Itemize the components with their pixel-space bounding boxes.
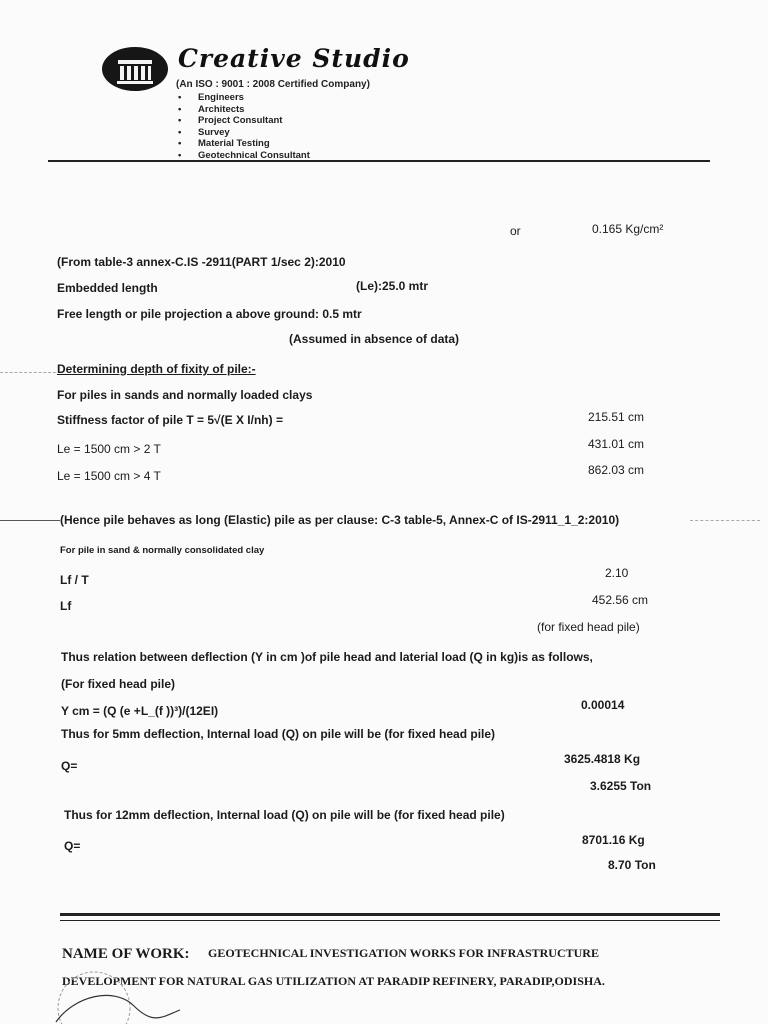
q2-label: Q=: [64, 839, 81, 853]
brand-name: Creative Studio: [178, 44, 410, 73]
q1-kg-value: 3625.4818 Kg: [564, 752, 641, 766]
services-list: [178, 92, 310, 161]
lf-value: 452.56 cm: [592, 593, 649, 607]
footer-divider: [60, 920, 720, 921]
service-item: • Material Testing: [178, 138, 270, 149]
for-piles-line: For piles in sands and normally loaded clays: [57, 388, 313, 402]
footer-divider: [60, 913, 720, 916]
lf-label: Lf: [60, 599, 72, 613]
deflection-formula: Y cm = (Q (e +L_(f ))³)/(12EI): [61, 704, 219, 718]
deflection-5mm-line: Thus for 5mm deflection, Internal load (Q) on pile will be (for fixed head pile): [61, 727, 496, 741]
free-length-line: Free length or pile projection a above ground: 0.5 mtr: [57, 307, 362, 321]
reference-line: (From table-3 annex-C.IS -2911(PART 1/sec 2):2010: [57, 255, 346, 269]
service-item: • Architects: [178, 103, 245, 115]
lf-t-value: 2.10: [605, 566, 629, 580]
name-of-work-line1: GEOTECHNICAL INVESTIGATION WORKS FOR INFRASTRUCTURE: [208, 946, 599, 960]
margin-mark: [0, 520, 60, 521]
le-4t-label: Le = 1500 cm > 4 T: [57, 469, 161, 483]
stiffness-label: Stiffness factor of pile T = 5√(E X I/nh) =: [57, 413, 283, 427]
fixed-head-pile-note: (For fixed head pile): [61, 677, 176, 691]
iso-certification: (An ISO : 9001 : 2008 Certified Company): [176, 79, 370, 90]
le-4t-value: 862.03 cm: [588, 463, 645, 477]
service-item: • Geotechnical Consultant: [178, 149, 310, 161]
name-of-work-label: NAME OF WORK:: [62, 946, 190, 962]
company-logo: [102, 47, 168, 91]
or-text: or: [510, 224, 521, 238]
elastic-pile-note: (Hence pile behaves as long (Elastic) pile as per clause: C-3 table-5, Annex-C of IS-2911_1_2:2010): [60, 513, 620, 527]
service-item: • Survey: [178, 126, 230, 138]
le-2t-value: 431.01 cm: [588, 437, 645, 451]
margin-mark: [0, 372, 56, 373]
pressure-value: 0.165 Kg/cm²: [592, 222, 664, 236]
q2-kg-value: 8701.16 Kg: [582, 833, 645, 847]
embedded-length-label: Embedded length: [57, 281, 158, 295]
sand-clay-note: For pile in sand & normally consolidated clay: [60, 545, 265, 556]
deflection-12mm-line: Thus for 12mm deflection, Internal load (Q) on pile will be (for fixed head pile): [64, 808, 505, 822]
formula-value: 0.00014: [581, 698, 625, 712]
header-divider: [48, 160, 710, 162]
q1-label: Q=: [61, 759, 78, 773]
stamp-signature-icon: [54, 966, 184, 1024]
relation-line: Thus relation between deflection (Y in cm )of pile head and laterial load (Q in kg)is as follows,: [61, 650, 593, 664]
le-2t-label: Le = 1500 cm > 2 T: [57, 442, 161, 456]
embedded-length-value: (Le):25.0 mtr: [356, 279, 429, 293]
name-of-work-line2: DEVELOPMENT FOR NATURAL GAS UTILIZATION AT PARADIP REFINERY, PARADIP,ODISHA.: [62, 974, 605, 988]
margin-mark: [690, 520, 760, 521]
stiffness-value: 215.51 cm: [588, 410, 645, 424]
q1-ton-value: 3.6255 Ton: [590, 779, 652, 793]
section-heading: Determining depth of fixity of pile:-: [57, 362, 256, 376]
service-item: • Engineers: [178, 92, 244, 103]
lf-t-label: Lf / T: [60, 573, 89, 587]
fixed-head-note: (for fixed head pile): [537, 620, 640, 634]
assumed-note: (Assumed in absence of data): [289, 332, 460, 346]
service-item: • Project Consultant: [178, 115, 283, 126]
q2-ton-value: 8.70 Ton: [608, 858, 656, 872]
